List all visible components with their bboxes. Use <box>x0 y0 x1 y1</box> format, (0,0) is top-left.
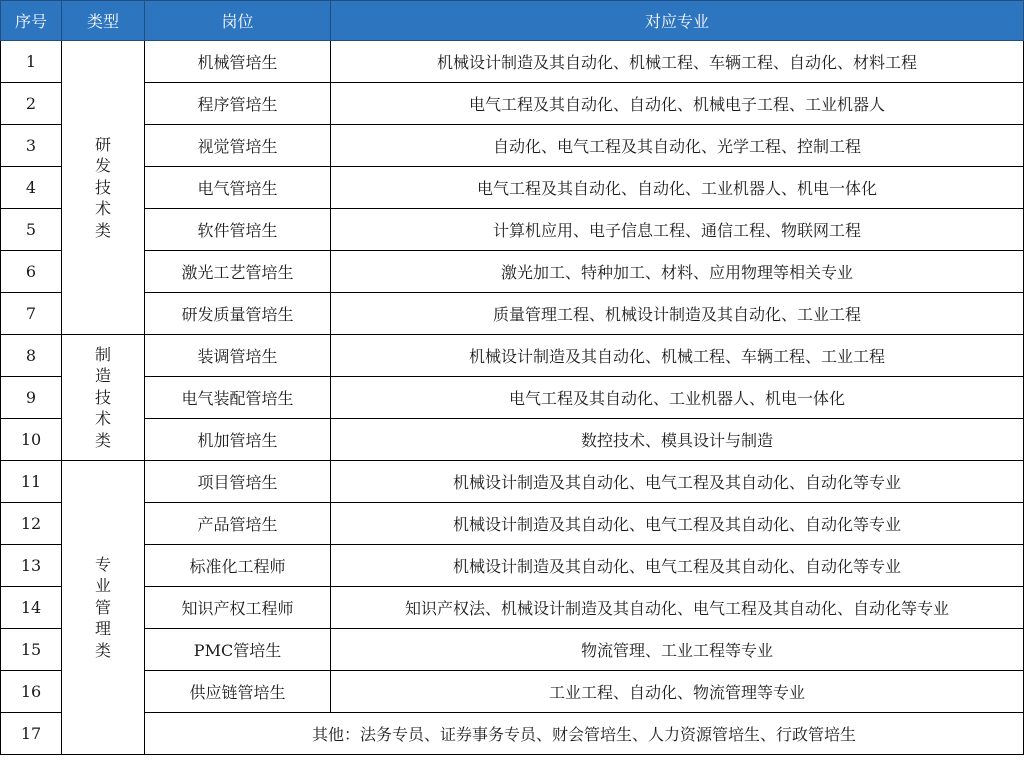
table-row <box>1 251 1024 293</box>
row-major: 知识产权法、机械设计制造及其自动化、电气工程及其自动化、自动化等专业 <box>331 587 1024 629</box>
row-no: 12 <box>1 503 62 545</box>
header-no: 序号 <box>1 1 62 41</box>
row-post: 知识产权工程师 <box>145 587 331 629</box>
type-cell-mfg <box>62 335 145 461</box>
row-post: 项目管培生 <box>145 461 331 503</box>
row-major: 机械设计制造及其自动化、电气工程及其自动化、自动化等专业 <box>331 545 1024 587</box>
type-label: 制造技术类 <box>94 344 111 450</box>
row-no: 17 <box>1 713 62 755</box>
row-no: 7 <box>1 293 62 335</box>
row-no: 16 <box>1 671 62 713</box>
row-post: 电气管培生 <box>145 167 331 209</box>
type-label: 专业管理类 <box>94 554 111 660</box>
row-no: 6 <box>1 251 62 293</box>
row-major: 机械设计制造及其自动化、电气工程及其自动化、自动化等专业 <box>331 503 1024 545</box>
row-no: 1 <box>1 41 62 83</box>
row-no: 4 <box>1 167 62 209</box>
table-row <box>1 713 1024 755</box>
other-posts: 其他：法务专员、证券事务专员、财会管培生、人力资源管培生、行政管培生 <box>145 713 1024 755</box>
row-post: PMC管培生 <box>145 629 331 671</box>
row-no: 10 <box>1 419 62 461</box>
header-major: 对应专业 <box>331 1 1024 41</box>
table-row <box>1 293 1024 335</box>
row-post: 标准化工程师 <box>145 545 331 587</box>
table-row <box>1 377 1024 419</box>
row-major: 电气工程及其自动化、自动化、机械电子工程、工业机器人 <box>331 83 1024 125</box>
row-post: 供应链管培生 <box>145 671 331 713</box>
row-post: 软件管培生 <box>145 209 331 251</box>
row-major: 质量管理工程、机械设计制造及其自动化、工业工程 <box>331 293 1024 335</box>
table-row <box>1 335 1024 377</box>
row-major: 电气工程及其自动化、工业机器人、机电一体化 <box>331 377 1024 419</box>
row-post: 激光工艺管培生 <box>145 251 331 293</box>
row-major: 计算机应用、电子信息工程、通信工程、物联网工程 <box>331 209 1024 251</box>
row-no: 2 <box>1 83 62 125</box>
table-row <box>1 587 1024 629</box>
row-major: 电气工程及其自动化、自动化、工业机器人、机电一体化 <box>331 167 1024 209</box>
type-cell-rd <box>62 41 145 335</box>
row-post: 机械管培生 <box>145 41 331 83</box>
table-row <box>1 209 1024 251</box>
table-row <box>1 545 1024 587</box>
row-no: 15 <box>1 629 62 671</box>
row-post: 机加管培生 <box>145 419 331 461</box>
row-post: 研发质量管培生 <box>145 293 331 335</box>
row-post: 程序管培生 <box>145 83 331 125</box>
row-no: 9 <box>1 377 62 419</box>
row-major: 物流管理、工业工程等专业 <box>331 629 1024 671</box>
table-row <box>1 461 1024 503</box>
row-major: 激光加工、特种加工、材料、应用物理等相关专业 <box>331 251 1024 293</box>
row-no: 3 <box>1 125 62 167</box>
row-post: 产品管培生 <box>145 503 331 545</box>
row-post: 装调管培生 <box>145 335 331 377</box>
header-post: 岗位 <box>145 1 331 41</box>
row-major: 机械设计制造及其自动化、机械工程、车辆工程、自动化、材料工程 <box>331 41 1024 83</box>
row-major: 机械设计制造及其自动化、机械工程、车辆工程、工业工程 <box>331 335 1024 377</box>
table-row <box>1 83 1024 125</box>
header-row <box>1 1 1024 41</box>
row-post: 视觉管培生 <box>145 125 331 167</box>
table-row <box>1 671 1024 713</box>
row-major: 数控技术、模具设计与制造 <box>331 419 1024 461</box>
table-row <box>1 125 1024 167</box>
row-no: 14 <box>1 587 62 629</box>
row-major: 自动化、电气工程及其自动化、光学工程、控制工程 <box>331 125 1024 167</box>
table-row <box>1 629 1024 671</box>
table-row <box>1 167 1024 209</box>
row-no: 5 <box>1 209 62 251</box>
row-no: 13 <box>1 545 62 587</box>
table-row <box>1 41 1024 83</box>
type-label: 研发技术类 <box>94 134 111 240</box>
type-cell-mgmt <box>62 461 145 755</box>
header-type: 类型 <box>62 1 145 41</box>
table-row <box>1 503 1024 545</box>
row-no: 8 <box>1 335 62 377</box>
row-major: 工业工程、自动化、物流管理等专业 <box>331 671 1024 713</box>
row-post: 电气装配管培生 <box>145 377 331 419</box>
row-no: 11 <box>1 461 62 503</box>
table-row <box>1 419 1024 461</box>
row-major: 机械设计制造及其自动化、电气工程及其自动化、自动化等专业 <box>331 461 1024 503</box>
